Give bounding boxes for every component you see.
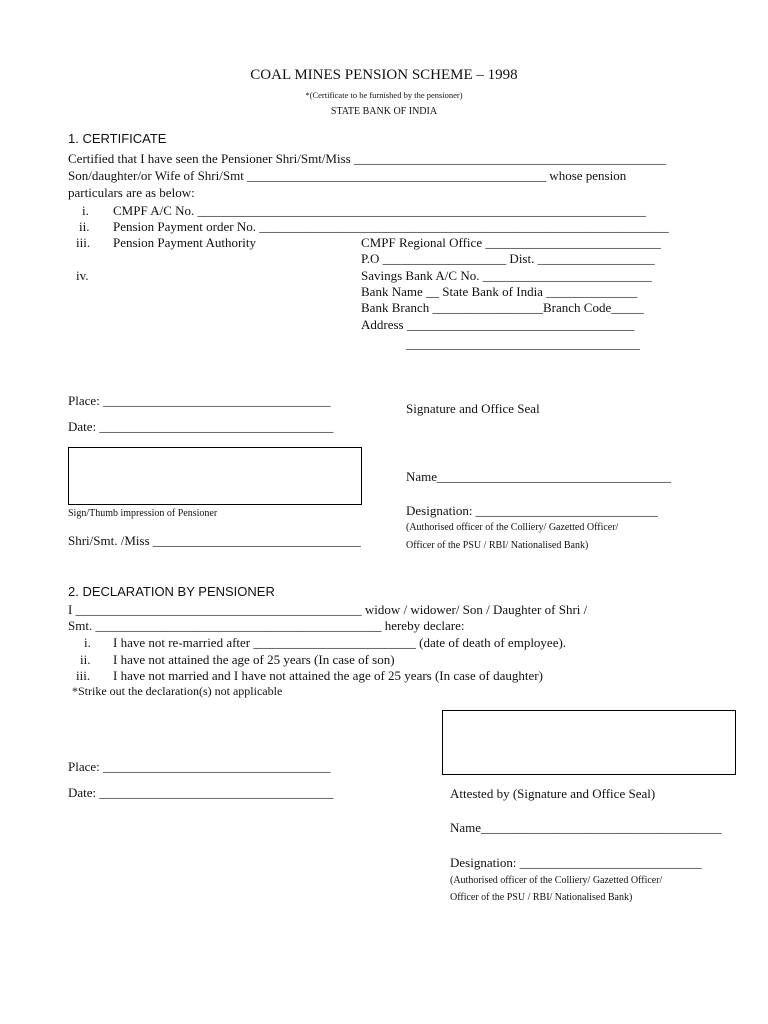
attested-by-label: Attested by (Signature and Office Seal): [450, 786, 656, 801]
form-title: COAL MINES PENSION SCHEME – 1998: [250, 67, 518, 83]
declaration-smt-field[interactable]: Smt. ____________________________________________ hereby declare:: [68, 618, 465, 633]
certificate-line-particulars: particulars are as below:: [68, 185, 195, 200]
item-number-i: i.: [82, 203, 89, 218]
bank-name-field[interactable]: Bank Name __ State Bank of India ______________: [361, 284, 638, 299]
attesting-authorised-note-2: Officer of the PSU / RBI/ Nationalised Bank): [450, 892, 633, 903]
certificate-line-relation[interactable]: Son/daughter/or Wife of Shri/Smt ______________________________________________ whose pension: [68, 168, 627, 183]
officer-designation-field[interactable]: Designation: ____________________________: [406, 503, 658, 518]
authorised-note-1: (Authorised officer of the Colliery/ Gazetted Officer/: [406, 522, 619, 533]
savings-account-field[interactable]: Savings Bank A/C No. __________________________: [361, 268, 652, 283]
attesting-authorised-note-1: (Authorised officer of the Colliery/ Gazetted Officer/: [450, 875, 663, 886]
declaration-date-field[interactable]: Date: ____________________________________: [68, 785, 334, 800]
item-number-ii: ii.: [79, 219, 90, 234]
sign-thumb-label: Sign/Thumb impression of Pensioner: [68, 508, 218, 519]
payment-authority-label: Pension Payment Authority: [113, 235, 256, 250]
thumb-impression-box[interactable]: [68, 447, 362, 505]
remarried-field[interactable]: I have not re-married after _________________________ (date of death of employee).: [113, 635, 567, 650]
bank-heading: STATE BANK OF INDIA: [330, 106, 438, 117]
place-field[interactable]: Place: ___________________________________: [68, 393, 331, 408]
regional-office-field[interactable]: CMPF Regional Office ___________________________: [361, 235, 661, 250]
item-number-iv: iv.: [76, 268, 89, 283]
declaration-place-field[interactable]: Place: ___________________________________: [68, 759, 331, 774]
address-field[interactable]: Address ___________________________________: [361, 317, 635, 332]
bank-branch-field[interactable]: Bank Branch _________________Branch Code_____: [361, 300, 644, 315]
signature-seal-label: Signature and Office Seal: [406, 401, 540, 416]
age-daughter-statement: I have not married and I have not attained the age of 25 years (In case of daughter): [113, 668, 543, 683]
attesting-designation-field[interactable]: Designation: ____________________________: [450, 855, 702, 870]
item-number-iii: iii.: [76, 235, 91, 250]
attesting-name-field[interactable]: Name_____________________________________: [450, 820, 722, 835]
date-field[interactable]: Date: ____________________________________: [68, 419, 334, 434]
attestation-seal-box[interactable]: [442, 710, 736, 775]
pensioner-name-field[interactable]: Shri/Smt. /Miss ________________________________: [68, 533, 361, 548]
declaration-heading: 2. DECLARATION BY PENSIONER: [68, 584, 275, 599]
ppo-number-field[interactable]: Pension Payment order No. _______________________________________________________________: [113, 219, 669, 234]
address-field-line-2[interactable]: ____________________________________: [406, 336, 640, 351]
declaration-number-i: i.: [84, 635, 91, 650]
age-son-statement: I have not attained the age of 25 years (In case of son): [113, 652, 395, 667]
declarant-name-field[interactable]: I ____________________________________________ widow / widower/ Son / Daughter of Shri /: [68, 602, 588, 617]
officer-name-field[interactable]: Name____________________________________: [406, 469, 672, 484]
authorised-note-2: Officer of the PSU / RBI/ Nationalised Bank): [406, 540, 589, 551]
declaration-number-ii: ii.: [80, 652, 91, 667]
certificate-heading: 1. CERTIFICATE: [68, 131, 167, 146]
strike-out-note: *Strike out the declaration(s) not applicable: [72, 684, 283, 698]
form-subtitle: *(Certificate to be furnished by the pensioner): [305, 90, 463, 100]
certificate-line-pensioner[interactable]: Certified that I have seen the Pensioner Shri/Smt/Miss ________________________________________________: [68, 151, 666, 166]
cmpf-account-field[interactable]: CMPF A/C No. _____________________________________________________________________: [113, 203, 647, 218]
po-dist-field[interactable]: P.O ___________________ Dist. __________________: [361, 251, 655, 266]
declaration-number-iii: iii.: [76, 668, 91, 683]
